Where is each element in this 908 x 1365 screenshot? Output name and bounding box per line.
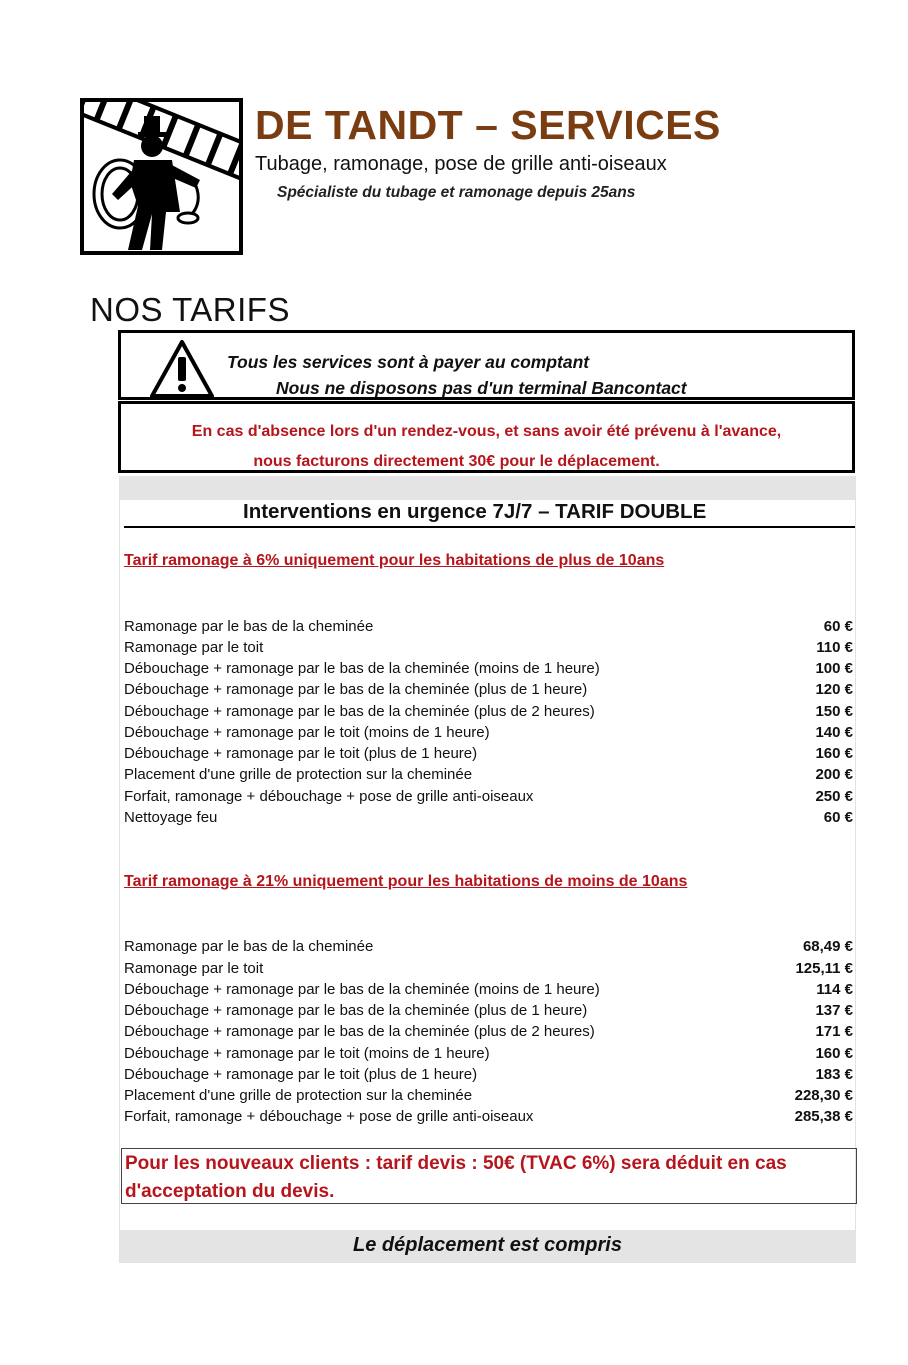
price-row-value: 60 € (823, 809, 853, 826)
price-row (124, 938, 853, 959)
table-header-band (120, 476, 855, 500)
company-name: DE TANDT – SERVICES (255, 102, 721, 148)
urgent-interventions-label: Interventions en urgence 7J/7 – TARIF DOUBLE (243, 500, 707, 523)
price-row-value: 228,30 € (794, 1087, 853, 1104)
price-row (124, 745, 853, 766)
new-clients-note: Pour les nouveaux clients : tarif devis : 50€ (TVAC 6%) sera déduit en cas d'acceptation du devis. (121, 1148, 857, 1204)
price-row-label: Débouchage + ramonage par le bas de la cheminée (plus de 2 heures) (124, 703, 595, 720)
price-row-label: Débouchage + ramonage par le toit (moins de 1 heure) (124, 724, 490, 741)
price-row-value: 100 € (815, 660, 853, 677)
section-title-6-percent: Tarif ramonage à 6% uniquement pour les habitations de plus de 10ans (124, 552, 665, 569)
price-row-value: 120 € (815, 681, 853, 698)
price-row (124, 1045, 853, 1066)
urgent-interventions-line (124, 500, 855, 528)
price-row-label: Placement d'une grille de protection sur la cheminée (124, 766, 473, 783)
price-row-value: 125,11 € (795, 960, 853, 977)
price-row-value: 60 € (823, 618, 853, 635)
price-row-label: Ramonage par le toit (124, 960, 264, 977)
price-row-value: 200 € (815, 766, 853, 783)
section-title-21-percent: Tarif ramonage à 21% uniquement pour les habitations de moins de 10ans (124, 873, 688, 890)
price-row (124, 681, 853, 702)
price-row-value: 150 € (815, 703, 853, 720)
price-row-label: Forfait, ramonage + débouchage + pose de grille anti-oiseaux (124, 788, 534, 805)
price-row-label: Ramonage par le toit (124, 639, 264, 656)
price-row-value: 68,49 € (802, 938, 853, 955)
price-row-label: Ramonage par le bas de la cheminée (124, 618, 374, 635)
warning-triangle-icon (149, 339, 215, 404)
price-row-label: Débouchage + ramonage par le bas de la cheminée (moins de 1 heure) (124, 981, 600, 998)
chimney-sweep-logo (80, 98, 243, 255)
price-row-value: 171 € (815, 1023, 853, 1040)
price-row (124, 766, 853, 787)
price-row-label: Débouchage + ramonage par le bas de la cheminée (moins de 1 heure) (124, 660, 600, 677)
price-row (124, 981, 853, 1002)
price-row (124, 1108, 853, 1129)
absence-notice-line2: nous facturons directement 30€ pour le déplacement. (253, 453, 660, 470)
price-row (124, 724, 853, 745)
price-row-label: Débouchage + ramonage par le toit (moins de 1 heure) (124, 1045, 490, 1062)
price-row-value: 160 € (815, 745, 853, 762)
price-row-value: 137 € (815, 1002, 853, 1019)
absence-notice-line1: En cas d'absence lors d'un rendez-vous, et sans avoir été prévenu à l'avance, (191, 423, 782, 440)
price-row-value: 114 € (816, 981, 853, 998)
price-row-value: 250 € (815, 788, 853, 805)
payment-notice-box (118, 330, 855, 400)
price-row (124, 960, 853, 981)
company-specialty: Spécialiste du tubage et ramonage depuis 25ans (277, 184, 636, 201)
price-row-value: 285,38 € (794, 1108, 853, 1125)
price-row (124, 618, 853, 639)
payment-notice-line1: Tous les services sont à payer au comptant (227, 352, 590, 372)
price-row (124, 639, 853, 660)
price-row-label: Débouchage + ramonage par le toit (plus de 1 heure) (124, 745, 478, 762)
price-row-label: Débouchage + ramonage par le bas de la cheminée (plus de 1 heure) (124, 681, 588, 698)
absence-notice-box (118, 401, 855, 473)
price-row-value: 110 € (816, 639, 853, 656)
footer-note: Le déplacement est compris (353, 1234, 622, 1256)
price-row (124, 1002, 853, 1023)
price-row-value: 183 € (815, 1066, 853, 1083)
price-row-label: Nettoyage feu (124, 809, 218, 826)
price-row-label: Débouchage + ramonage par le bas de la cheminée (plus de 2 heures) (124, 1023, 595, 1040)
price-row (124, 1087, 853, 1108)
price-row (124, 1023, 853, 1044)
payment-notice-line2: Nous ne disposons pas d'un terminal Bancontact (276, 378, 687, 398)
price-row (124, 703, 853, 724)
price-row (124, 809, 853, 830)
price-row-label: Placement d'une grille de protection sur la cheminée (124, 1087, 473, 1104)
tariff-table (119, 476, 856, 1263)
price-row (124, 660, 853, 681)
price-row-label: Forfait, ramonage + débouchage + pose de grille anti-oiseaux (124, 1108, 534, 1125)
price-row-label: Débouchage + ramonage par le bas de la cheminée (plus de 1 heure) (124, 1002, 588, 1019)
price-row-value: 160 € (815, 1045, 853, 1062)
company-tagline: Tubage, ramonage, pose de grille anti-oiseaux (255, 153, 667, 175)
page-title: NOS TARIFS (90, 291, 290, 328)
price-row-label: Débouchage + ramonage par le toit (plus de 1 heure) (124, 1066, 478, 1083)
price-row-value: 140 € (815, 724, 853, 741)
price-row (124, 1066, 853, 1087)
price-row (124, 788, 853, 809)
price-row-label: Ramonage par le bas de la cheminée (124, 938, 374, 955)
